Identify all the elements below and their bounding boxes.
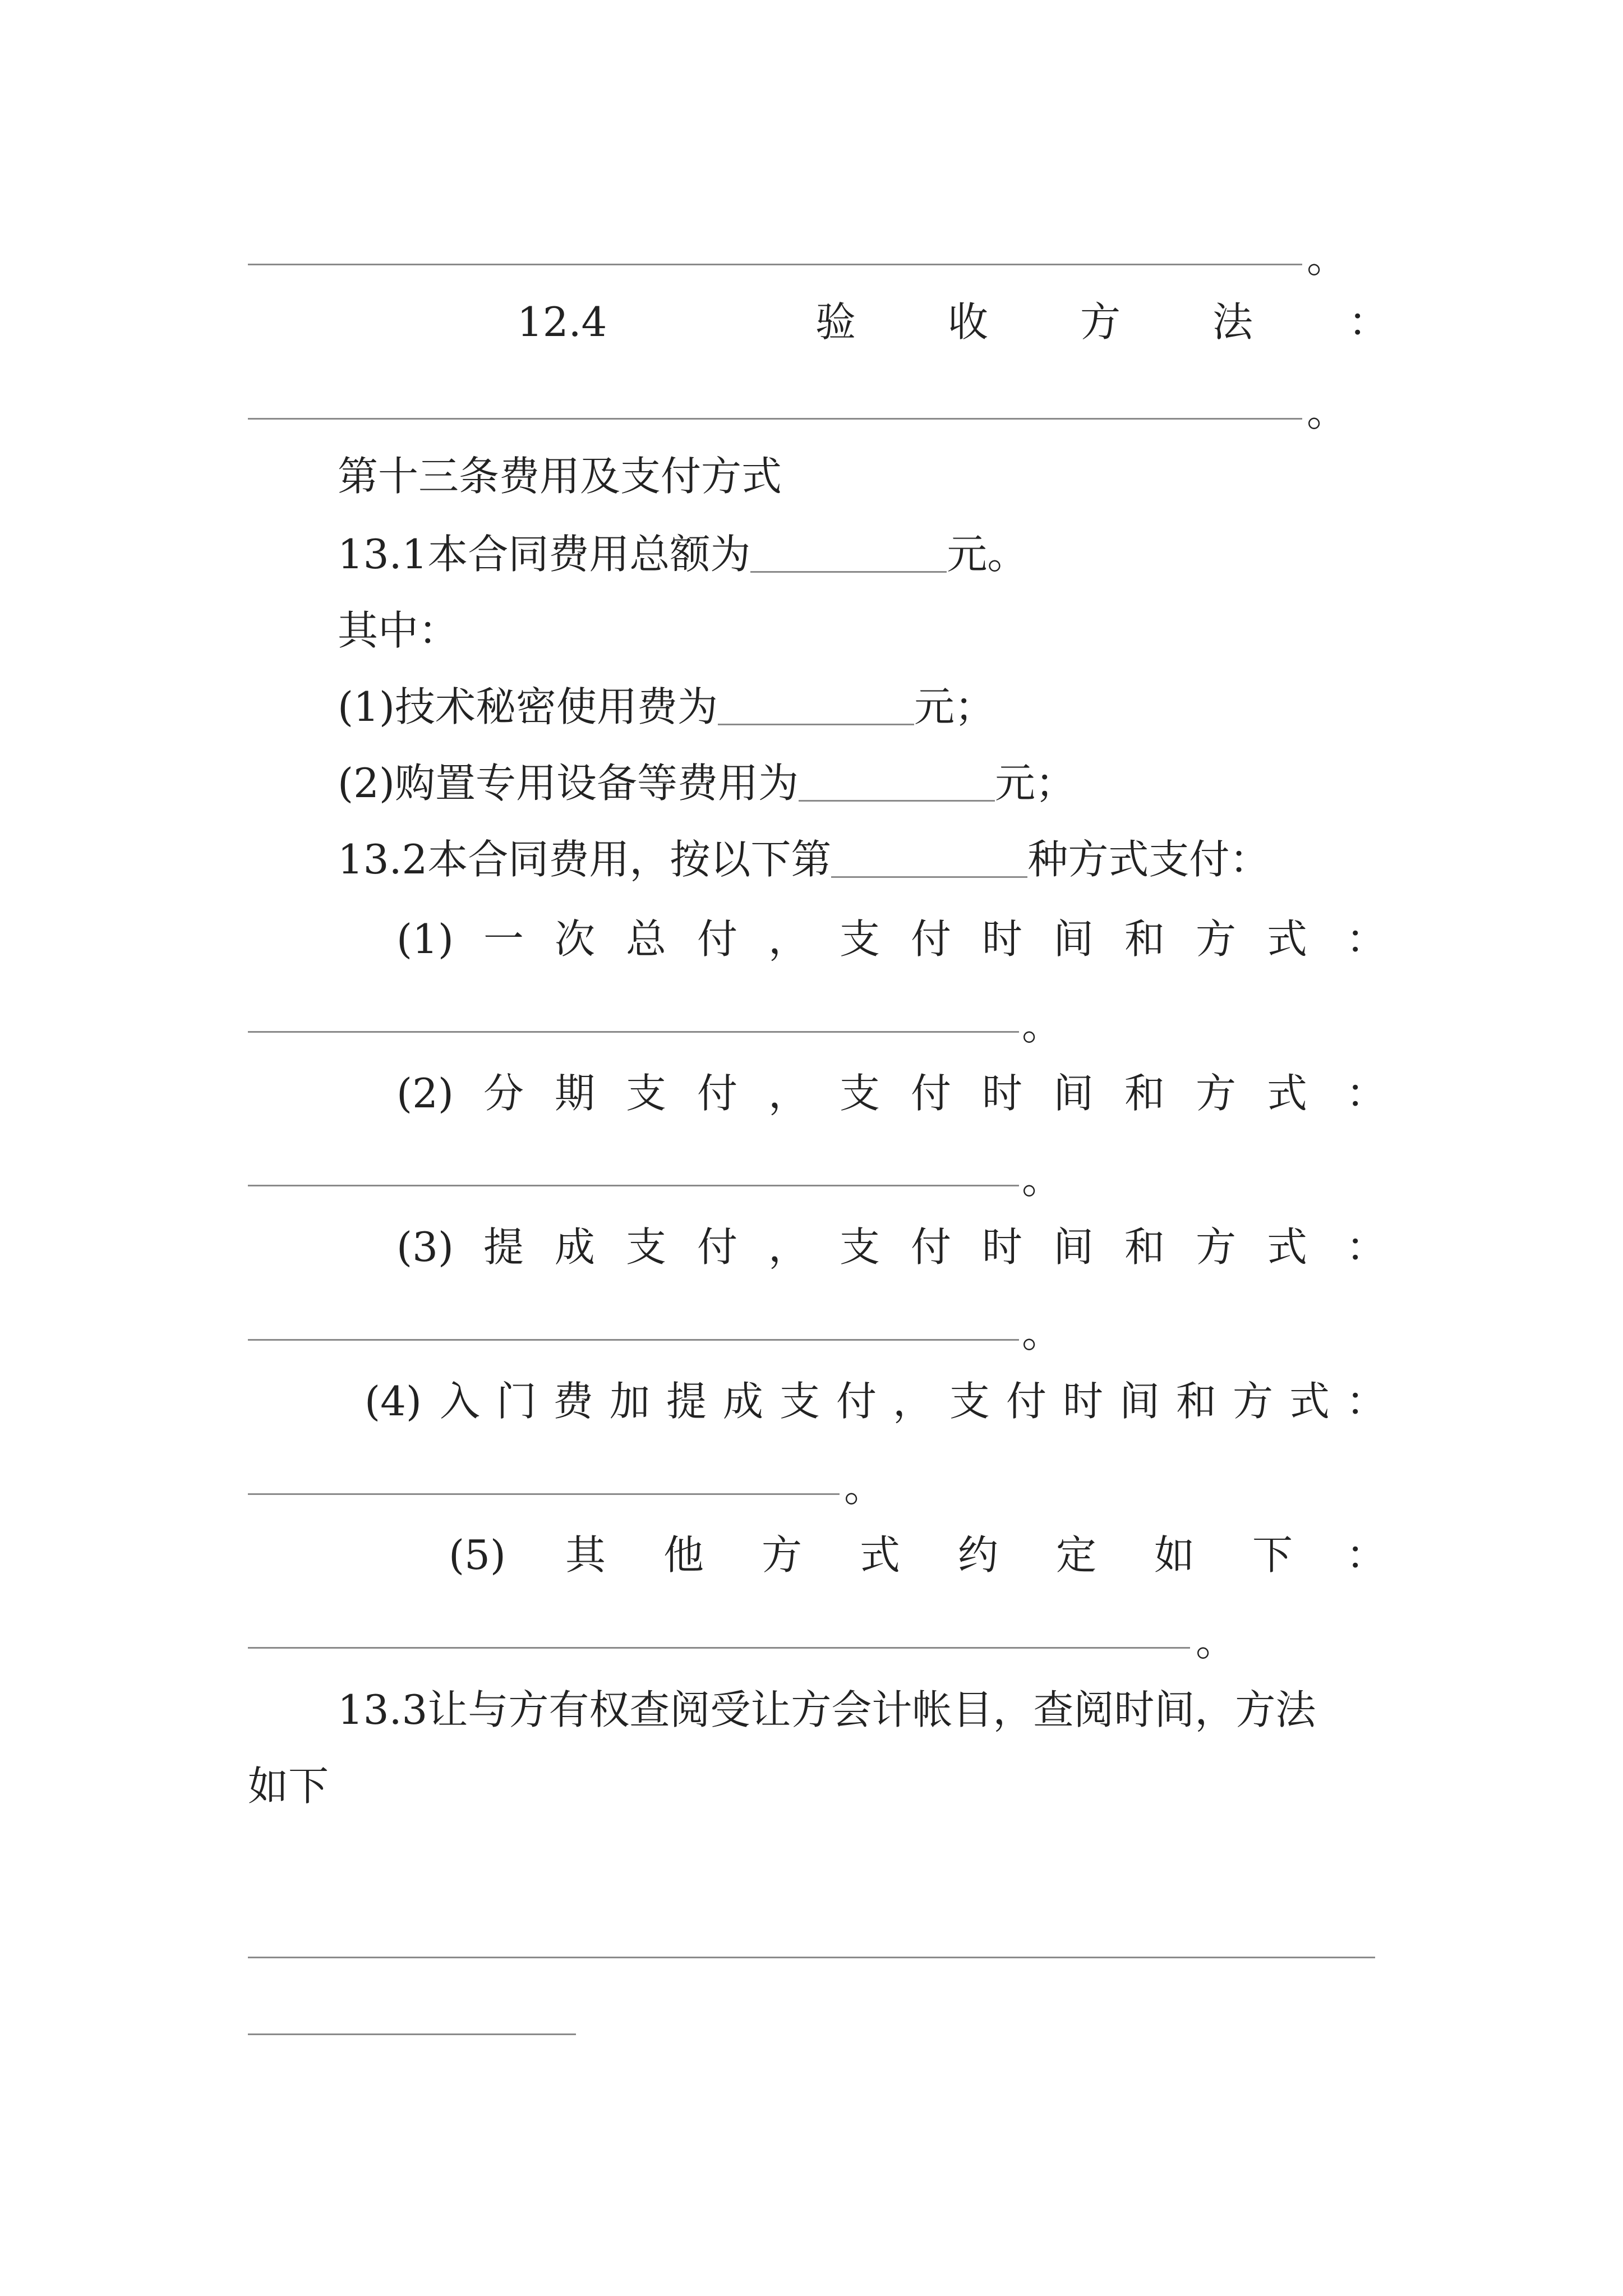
spread-char: ： (1346, 1531, 1387, 1579)
payment-option-3 (248, 1217, 1623, 1277)
spread-char: ： (1346, 1223, 1387, 1271)
spread-char: 式 (1267, 1223, 1308, 1271)
spread-char: 付 (1006, 1378, 1047, 1425)
amount-blank[interactable] (718, 683, 914, 725)
spread-char: 式 (1267, 915, 1308, 963)
spread-char: 付 (697, 1070, 738, 1117)
clause-13-3: 13.3让与方有权查阅受让方会计帐目，查阅时间，方法 (338, 1686, 1316, 1733)
spread-char: 约 (958, 1531, 999, 1579)
spread-char: 付 (911, 1223, 952, 1271)
payment-option-5 (248, 1525, 1623, 1585)
spread-char: 验 (815, 298, 856, 346)
spread-char: 时 (982, 915, 1023, 963)
spread-char: 支 (626, 1223, 667, 1271)
spread-char: (3) (396, 1223, 454, 1271)
spread-char: 提 (666, 1378, 707, 1425)
spread-char: 方 (1080, 298, 1121, 346)
clause-text: (2)购置专用设备等费用为 (338, 760, 799, 807)
spread-char: 方 (1196, 1070, 1237, 1117)
spread-char: 如 (1154, 1531, 1195, 1579)
payment-option-4 (248, 1371, 1623, 1432)
spread-char: 时 (1063, 1378, 1104, 1425)
clause-text: (1)技术秘密使用费为 (338, 683, 718, 730)
spread-char: 间 (1119, 1378, 1160, 1425)
spread-char: ， (768, 1070, 809, 1117)
payment-option-1 (248, 909, 1623, 969)
period: 。 (1196, 1618, 1237, 1665)
spread-char: 间 (1053, 1070, 1094, 1117)
clause-text: 元； (995, 760, 1076, 807)
clause-13-2 (338, 829, 1270, 890)
spread-char: 和 (1176, 1378, 1217, 1425)
spread-char: 付 (836, 1378, 877, 1425)
spread-char: 一 (483, 915, 524, 963)
fill-blank-line[interactable] (248, 1493, 840, 1495)
spread-char: 付 (697, 915, 738, 963)
fill-blank-line[interactable] (248, 264, 1302, 265)
qizhong-label: 其中： (338, 607, 459, 654)
spread-char: 付 (911, 1070, 952, 1117)
spread-char: 支 (840, 915, 880, 963)
amount-blank[interactable] (750, 531, 947, 573)
period: 。 (1022, 1309, 1063, 1356)
spread-char: 方 (1196, 915, 1237, 963)
clause-13-3-continued: 如下 (248, 1763, 329, 1810)
spread-char: ： (1346, 1378, 1387, 1425)
period: 。 (844, 1464, 885, 1511)
spread-char: 支 (949, 1378, 990, 1425)
spread-char: 间 (1053, 1223, 1094, 1271)
spread-char: 付 (697, 1223, 738, 1271)
section-heading: 第十三条费用及支付方式 (338, 453, 782, 500)
spread-char: 支 (840, 1223, 880, 1271)
period: 。 (1307, 388, 1348, 435)
clause-text: 元。 (947, 531, 1028, 578)
clause-13-1 (338, 524, 1027, 585)
period: 。 (1307, 234, 1348, 282)
clause-number: 12.4 (517, 298, 607, 346)
spread-char: 收 (948, 298, 989, 346)
spread-char: 式 (1289, 1378, 1330, 1425)
spread-char: ， (768, 1223, 809, 1271)
spread-char: 和 (1124, 1223, 1165, 1271)
fill-blank-line[interactable] (248, 1957, 1375, 1958)
fee-item-1 (338, 677, 995, 737)
spread-char: 方 (762, 1531, 803, 1579)
clause-text: 种方式支付： (1027, 836, 1270, 883)
spread-char: (5) (449, 1531, 506, 1579)
spread-char: 总 (626, 915, 667, 963)
spread-char: 间 (1053, 915, 1094, 963)
spread-char: ： (1346, 1070, 1387, 1117)
fill-blank-line[interactable] (248, 1647, 1190, 1649)
fill-blank-line[interactable] (248, 418, 1302, 420)
spread-char: 他 (663, 1531, 704, 1579)
spread-char: 支 (840, 1070, 880, 1117)
spread-char: 其 (565, 1531, 606, 1579)
spread-char: (4) (365, 1378, 422, 1425)
amount-blank[interactable] (799, 760, 995, 802)
spread-char: (2) (396, 1070, 454, 1117)
fill-blank-line[interactable] (248, 1031, 1019, 1033)
spread-char: 方 (1233, 1378, 1274, 1425)
spread-char: 费 (553, 1378, 594, 1425)
spread-char: 式 (1267, 1070, 1308, 1117)
option-blank[interactable] (831, 836, 1027, 878)
spread-char: 加 (610, 1378, 651, 1425)
spread-char: 成 (555, 1223, 596, 1271)
spread-char: 和 (1124, 1070, 1165, 1117)
spread-char: 时 (982, 1070, 1023, 1117)
spread-char: 下 (1252, 1531, 1293, 1579)
spread-char: 分 (483, 1070, 524, 1117)
spread-char: 支 (780, 1378, 820, 1425)
fee-item-2 (338, 753, 1076, 813)
spread-char: 支 (626, 1070, 667, 1117)
clause-text: 元； (914, 683, 995, 730)
payment-option-2 (248, 1063, 1623, 1124)
spread-char: 和 (1124, 915, 1165, 963)
spread-char: 付 (911, 915, 952, 963)
fill-blank-line[interactable] (248, 2033, 576, 2035)
spread-char: 门 (496, 1378, 537, 1425)
spread-char: 成 (723, 1378, 764, 1425)
clause-text: 13.1本合同费用总额为 (338, 531, 751, 578)
period: 。 (1022, 1002, 1063, 1049)
spread-char: 法 (1212, 298, 1253, 346)
spread-char: ， (768, 915, 809, 963)
fill-blank-line[interactable] (248, 1185, 1019, 1186)
spread-char: (1) (396, 915, 454, 963)
spread-char: 方 (1196, 1223, 1237, 1271)
spread-char: ： (1348, 298, 1389, 346)
spread-char: 提 (483, 1223, 524, 1271)
spread-char: 入 (440, 1378, 481, 1425)
clause-text: 13.2本合同费用，按以下第 (338, 836, 832, 883)
period: 。 (1022, 1156, 1063, 1203)
spread-char: 期 (555, 1070, 596, 1117)
clause-12-4 (248, 292, 1623, 352)
spread-char: ， (893, 1378, 934, 1425)
spread-char: ： (1346, 915, 1387, 963)
fill-blank-line[interactable] (248, 1339, 1019, 1341)
spread-char: 次 (555, 915, 596, 963)
spread-char: 定 (1056, 1531, 1097, 1579)
spread-char: 式 (860, 1531, 901, 1579)
spread-char: 时 (982, 1223, 1023, 1271)
